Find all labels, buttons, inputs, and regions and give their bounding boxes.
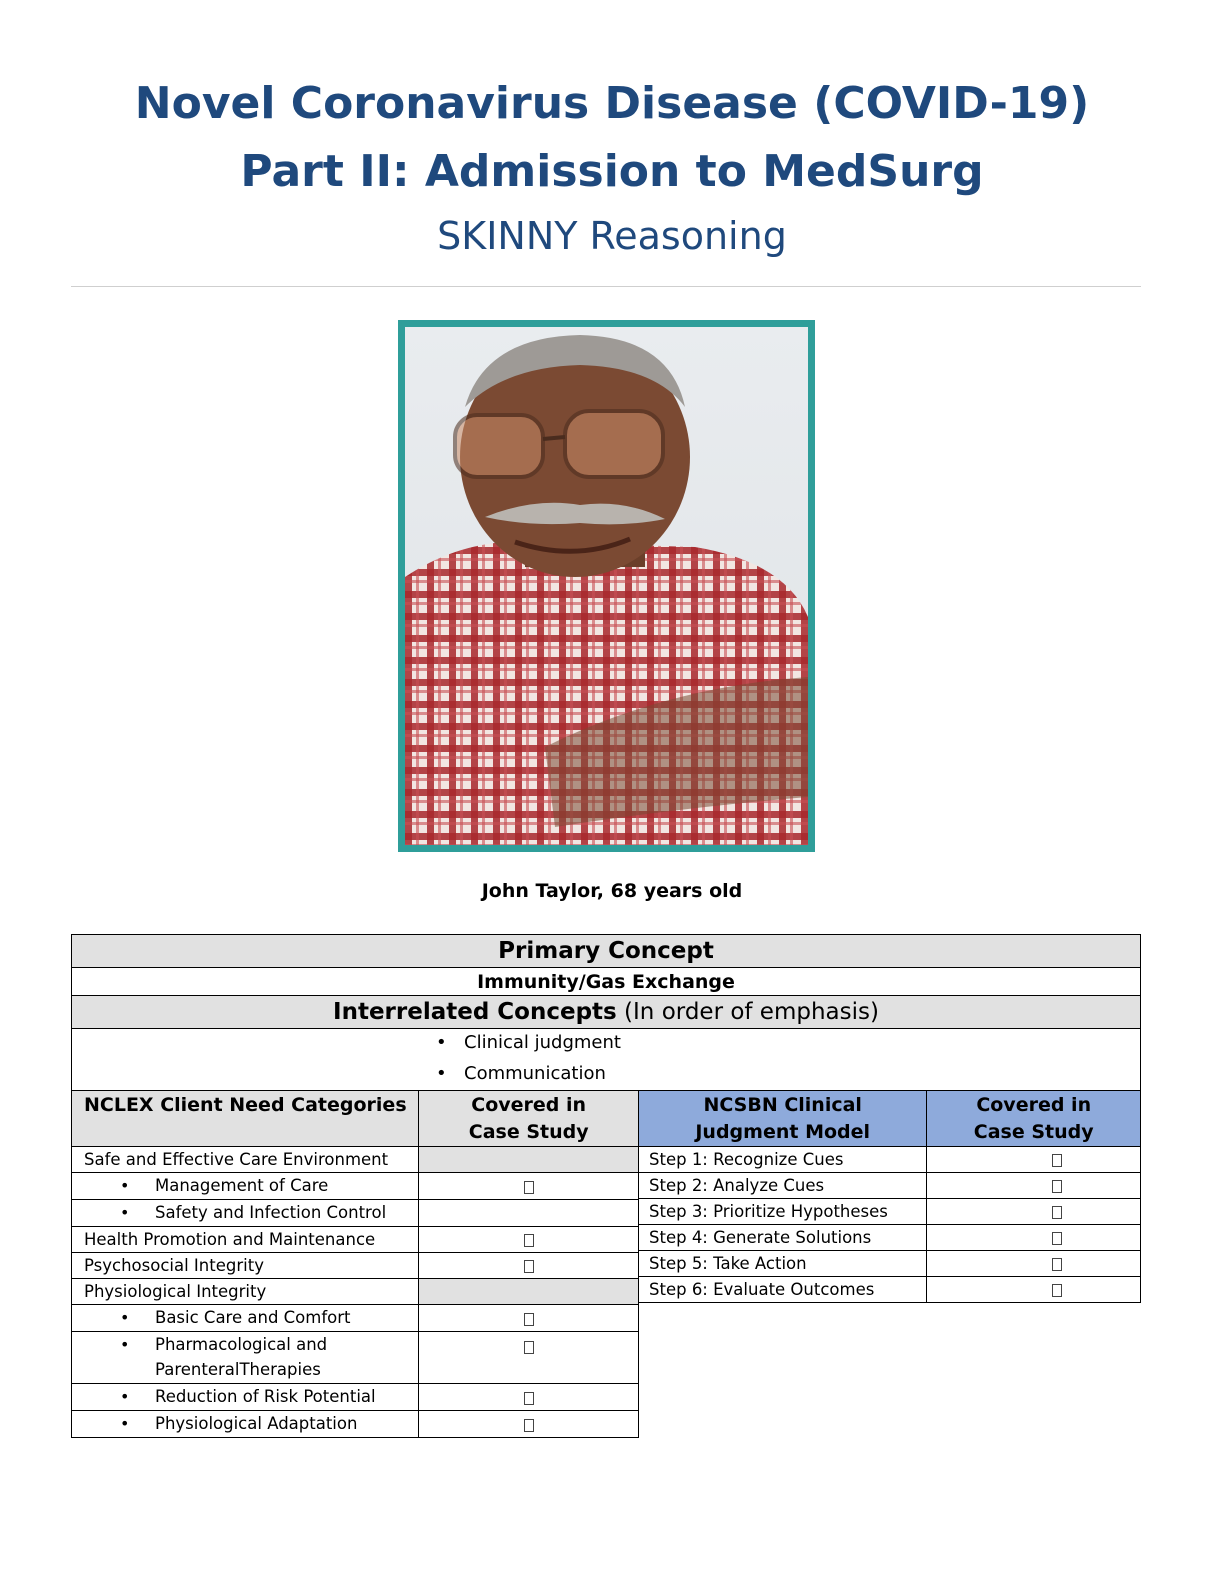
- patient-caption: John Taylor, 68 years old: [481, 880, 743, 902]
- nclex-category: Safe and Effective Care Environment: [72, 1147, 419, 1173]
- nclex-covered-cell: [419, 1200, 639, 1227]
- nclex-covered-cell: [419, 1227, 639, 1253]
- subtitle: SKINNY Reasoning: [437, 214, 787, 258]
- nclex-category-header: NCLEX Client Need Categories: [72, 1091, 419, 1147]
- checkmark-icon: [524, 1313, 534, 1326]
- checkmark-icon: [1052, 1154, 1062, 1167]
- ncsbn-table: [638, 1090, 1141, 1303]
- nclex-subcategory: [72, 1200, 419, 1227]
- bullet: •: [120, 1414, 130, 1433]
- list-item-label: Communication: [464, 1063, 606, 1084]
- nclex-subcategory: [72, 1173, 419, 1200]
- ncsbn-step: Step 1: Recognize Cues: [639, 1147, 927, 1173]
- nclex-covered-header-line2: Case Study: [468, 1120, 589, 1143]
- table-row: [639, 1173, 1141, 1199]
- bullet: •: [120, 1176, 130, 1195]
- ncsbn-covered-header-line1: Covered in: [976, 1093, 1092, 1116]
- nclex-subcategory: [72, 1332, 419, 1384]
- table-row: [72, 1253, 639, 1279]
- table-row: [72, 1305, 639, 1332]
- checkmark-icon: [524, 1181, 534, 1194]
- interrelated-concepts-heading: [72, 996, 1141, 1029]
- nclex-subcategory-label: Pharmacological and: [155, 1335, 328, 1354]
- table-row: [72, 1332, 639, 1384]
- ncsbn-model-header: [639, 1091, 927, 1147]
- ncsbn-model-header-line1: NCSBN Clinical: [703, 1093, 862, 1116]
- nclex-subcategory: [72, 1305, 419, 1332]
- title-line-2: Part II: Admission to MedSurg: [240, 146, 984, 197]
- bullet: •: [120, 1387, 130, 1406]
- bullet: •: [120, 1203, 130, 1222]
- patient-photo: [398, 320, 815, 852]
- ncsbn-step: Step 5: Take Action: [639, 1251, 927, 1277]
- table-row: [72, 1384, 639, 1411]
- nclex-table: [71, 1090, 639, 1438]
- nclex-covered-header-line1: Covered in: [471, 1093, 587, 1116]
- nclex-covered-cell: [419, 1253, 639, 1279]
- checkmark-icon: [1052, 1258, 1062, 1271]
- primary-concept-value: Immunity/Gas Exchange: [72, 968, 1141, 996]
- ncsbn-covered-cell: [927, 1277, 1141, 1303]
- nclex-category: Physiological Integrity: [72, 1279, 419, 1305]
- nclex-category: Health Promotion and Maintenance: [72, 1227, 419, 1253]
- nclex-category: Psychosocial Integrity: [72, 1253, 419, 1279]
- nclex-subcategory: [72, 1411, 419, 1438]
- title-line-1: Novel Coronavirus Disease (COVID-19): [134, 78, 1090, 129]
- checkmark-icon: [1052, 1180, 1062, 1193]
- ncsbn-step: Step 6: Evaluate Outcomes: [639, 1277, 927, 1303]
- ncsbn-covered-cell: [927, 1147, 1141, 1173]
- nclex-covered-cell: [419, 1332, 639, 1384]
- ncsbn-covered-cell: [927, 1251, 1141, 1277]
- ncsbn-covered-header-line2: Case Study: [973, 1120, 1094, 1143]
- ncsbn-covered-cell: [927, 1225, 1141, 1251]
- nclex-subcategory-label: Basic Care and Comfort: [155, 1308, 351, 1327]
- table-row: [639, 1199, 1141, 1225]
- nclex-subcategory: [72, 1384, 419, 1411]
- bullet: •: [120, 1308, 130, 1327]
- concept-table: [71, 934, 1141, 1091]
- interrelated-heading-bold: Interrelated Concepts: [333, 999, 617, 1025]
- nclex-covered-cell: [419, 1279, 639, 1305]
- checkmark-icon: [524, 1341, 534, 1354]
- checkmark-icon: [524, 1392, 534, 1405]
- ncsbn-covered-cell: [927, 1173, 1141, 1199]
- primary-concept-heading: Primary Concept: [72, 935, 1141, 968]
- nclex-subcategory-label: Management of Care: [155, 1176, 329, 1195]
- ncsbn-step: Step 3: Prioritize Hypotheses: [639, 1199, 927, 1225]
- list-item: •: [436, 1032, 447, 1053]
- table-row: [72, 1147, 639, 1173]
- table-row: [639, 1147, 1141, 1173]
- nclex-subcategory-label-cont: ParenteralTherapies: [155, 1360, 321, 1379]
- checkmark-icon: [524, 1419, 534, 1432]
- checkmark-icon: [1052, 1232, 1062, 1245]
- nclex-covered-cell: [419, 1147, 639, 1173]
- interrelated-heading-note: (In order of emphasis): [624, 999, 879, 1025]
- nclex-covered-cell: [419, 1305, 639, 1332]
- ncsbn-step: Step 2: Analyze Cues: [639, 1173, 927, 1199]
- table-row: [639, 1251, 1141, 1277]
- checkmark-icon: [524, 1260, 534, 1273]
- bullet: •: [120, 1335, 130, 1354]
- nclex-covered-cell: [419, 1411, 639, 1438]
- nclex-covered-header: [419, 1091, 639, 1147]
- patient-photo-image: [405, 327, 808, 845]
- ncsbn-model-header-line2: Judgment Model: [695, 1120, 871, 1143]
- table-row: [72, 1279, 639, 1305]
- ncsbn-covered-header: [927, 1091, 1141, 1147]
- interrelated-concepts-list: [72, 1029, 1141, 1091]
- checkmark-icon: [1052, 1206, 1062, 1219]
- ncsbn-covered-cell: [927, 1199, 1141, 1225]
- table-row: [72, 1173, 639, 1200]
- header-divider: [71, 286, 1141, 287]
- table-row: [72, 1200, 639, 1227]
- list-item: •: [436, 1063, 447, 1084]
- nclex-subcategory-label: Physiological Adaptation: [155, 1414, 358, 1433]
- table-row: [72, 1227, 639, 1253]
- table-row: [72, 1411, 639, 1438]
- list-item-label: Clinical judgment: [464, 1032, 621, 1053]
- checkmark-icon: [1052, 1284, 1062, 1297]
- table-row: [639, 1277, 1141, 1303]
- nclex-subcategory-label: Safety and Infection Control: [155, 1203, 387, 1222]
- table-row: [639, 1225, 1141, 1251]
- nclex-subcategory-label: Reduction of Risk Potential: [155, 1387, 376, 1406]
- ncsbn-step: Step 4: Generate Solutions: [639, 1225, 927, 1251]
- nclex-covered-cell: [419, 1173, 639, 1200]
- checkmark-icon: [524, 1234, 534, 1247]
- nclex-covered-cell: [419, 1384, 639, 1411]
